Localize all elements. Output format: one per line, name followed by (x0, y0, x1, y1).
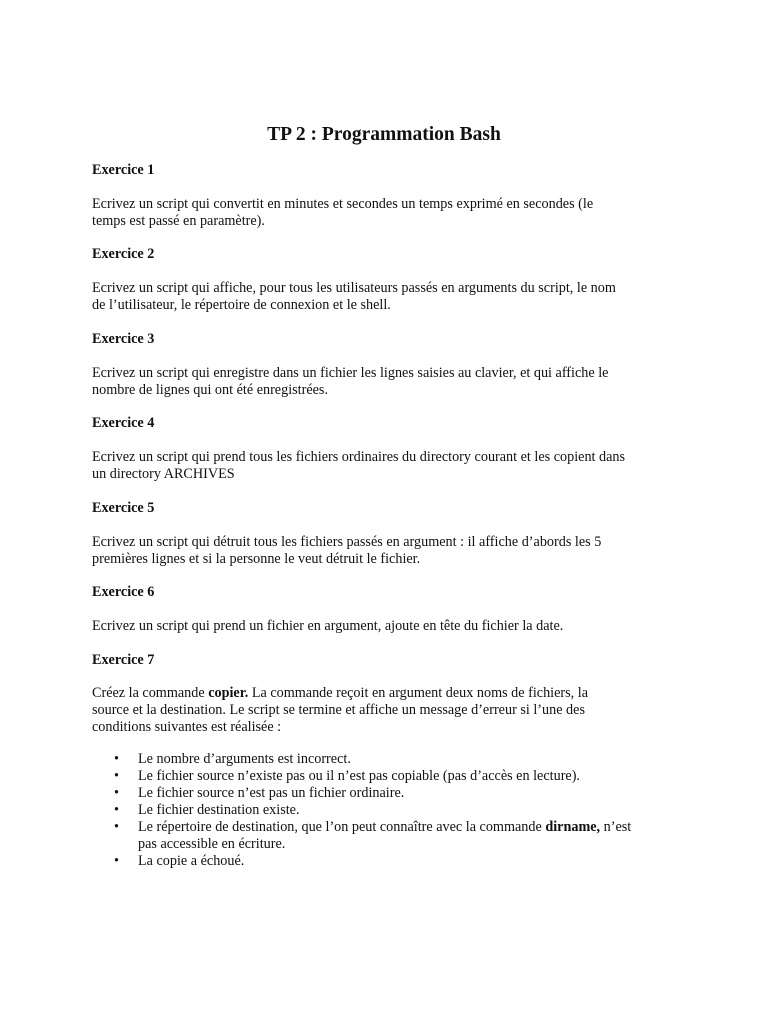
exercise-1 (92, 162, 682, 179)
dirname-bullet-line-2: pas accessible en écriture. (138, 836, 286, 852)
exercise-3-line-1: Ecrivez un script qui enregistre dans un fichier les lignes saisies au clavier, et qui affiche le (92, 365, 609, 381)
exercise-6-heading: Exercice 6 (92, 584, 155, 600)
exercise-7-intro (92, 685, 682, 736)
dirname-bullet-before: Le répertoire de destination, que l’on peut connaître avec la commande (138, 819, 546, 835)
page-title: TP 2 : Programmation Bash (267, 124, 501, 145)
exercise-2-line-2: de l’utilisateur, le répertoire de connexion et le shell. (92, 297, 391, 313)
bullet-icon: • (114, 802, 119, 818)
exercise-5-text (92, 534, 682, 568)
exercise-2 (92, 246, 682, 263)
exercise-7-intro-before: Créez la commande (92, 685, 209, 701)
bullet-icon: • (114, 819, 119, 835)
list-item (92, 751, 692, 768)
exercise-5-line-1: Ecrivez un script qui détruit tous les fichiers passés en argument : il affiche d’abords les 5 (92, 534, 602, 550)
list-item-text: La copie a échoué. (138, 853, 245, 869)
exercise-7-intro-line-1 (92, 685, 682, 702)
exercise-3-heading: Exercice 3 (92, 331, 155, 347)
exercise-6-text (92, 618, 682, 635)
bullet-icon: • (114, 768, 119, 784)
exercise-4-line-2: un directory ARCHIVES (92, 466, 235, 482)
list-item (92, 819, 692, 853)
command-dirname: dirname, (545, 819, 601, 835)
exercise-1-line-2: temps est passé en paramètre). (92, 213, 265, 229)
error-conditions-list (92, 751, 692, 870)
list-item (92, 802, 692, 819)
exercise-6-line-1: Ecrivez un script qui prend un fichier en argument, ajoute en tête du fichier la date. (92, 618, 564, 634)
exercise-7-intro-after: La commande reçoit en argument deux noms de fichiers, la (248, 685, 588, 701)
exercise-4 (92, 415, 682, 432)
exercise-4-heading: Exercice 4 (92, 415, 155, 431)
exercise-4-line-1: Ecrivez un script qui prend tous les fichiers ordinaires du directory courant et les copient dans (92, 449, 626, 465)
exercise-3-text (92, 365, 682, 399)
bullet-icon: • (114, 785, 119, 801)
exercise-2-heading: Exercice 2 (92, 246, 155, 262)
command-copier: copier. (208, 685, 249, 701)
exercise-1-heading: Exercice 1 (92, 162, 155, 178)
exercise-1-text (92, 196, 682, 230)
exercise-7-heading: Exercice 7 (92, 652, 155, 668)
list-item (92, 768, 692, 785)
exercise-3 (92, 331, 682, 348)
list-item (92, 785, 692, 802)
exercise-5 (92, 500, 682, 517)
exercise-7-intro-line-2: source et la destination. Le script se termine et affiche un message d’erreur si l’une des (92, 702, 585, 718)
exercise-2-text (92, 280, 682, 314)
exercise-7-intro-line-3: conditions suivantes est réalisée : (92, 719, 282, 735)
exercise-5-heading: Exercice 5 (92, 500, 155, 516)
bullet-icon: • (114, 853, 119, 869)
exercise-1-line-1: Ecrivez un script qui convertit en minutes et secondes un temps exprimé en secondes (le (92, 196, 594, 212)
exercise-5-line-2: premières lignes et si la personne le veut détruit le fichier. (92, 551, 421, 567)
list-item-text: Le fichier destination existe. (138, 802, 300, 818)
list-item-text (138, 819, 631, 835)
list-item (92, 853, 692, 870)
exercise-3-line-2: nombre de lignes qui ont été enregistrées. (92, 382, 328, 398)
dirname-bullet-after: n’est (600, 819, 632, 835)
exercise-4-text (92, 449, 682, 483)
list-item-text: Le fichier source n’est pas un fichier ordinaire. (138, 785, 405, 801)
list-item-text: Le nombre d’arguments est incorrect. (138, 751, 351, 767)
list-item-text: Le fichier source n’existe pas ou il n’est pas copiable (pas d’accès en lecture). (138, 768, 580, 784)
exercise-6 (92, 584, 682, 601)
exercise-7 (92, 652, 682, 669)
bullet-icon: • (114, 751, 119, 767)
exercise-2-line-1: Ecrivez un script qui affiche, pour tous les utilisateurs passés en arguments du script, le nom (92, 280, 616, 296)
